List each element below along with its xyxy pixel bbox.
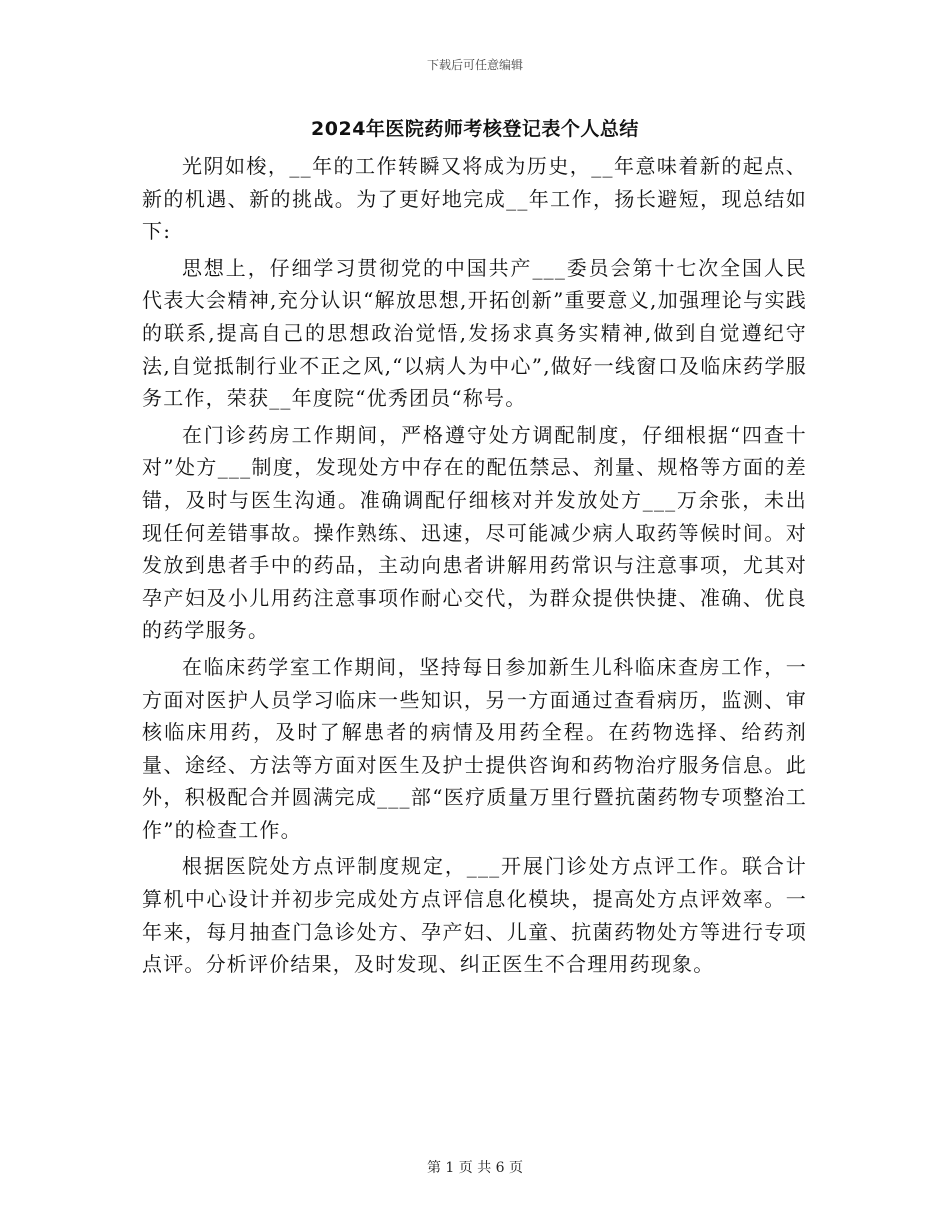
paragraph-2: 思想上，仔细学习贯彻党的中国共产___委员会第十七次全国人民代表大会精神,充分认识“解放思想,开拓创新”重要意义,加强理论与实践的联系,提高自己的思想政治觉悟,发扬求真务实精神,做到自觉遵纪守法,自觉抵制行业不正之风,“以病人为中心”,做好一线窗口及临床药学服务工作，荣获__年度院“优秀团员“称号。 (142, 255, 807, 411)
paragraph-3: 在门诊药房工作期间，严格遵守处方调配制度，仔细根据“四查十对”处方___制度，发现处方中存在的配伍禁忌、剂量、规格等方面的差错，及时与医生沟通。准确调配仔细核对并发放处方___万余张，未出现任何差错事故。操作熟练、迅速，尽可能减少病人取药等候时间。对发放到患者手中的药品，主动向患者讲解用药常识与注意事项，尤其对孕产妇及小儿用药注意事项作耐心交代，为群众提供快捷、准确、优良的药学服务。 (142, 422, 807, 643)
paragraph-1: 光阴如梭，__年的工作转瞬又将成为历史，__年意味着新的起点、新的机遇、新的挑战。为了更好地完成__年工作，扬长避短，现总结如下: (142, 154, 807, 244)
header-note: 下载后可任意编辑 (426, 58, 523, 72)
paragraph-5: 根据医院处方点评制度规定，___开展门诊处方点评工作。联合计算机中心设计并初步完成处方点评信息化模块，提高处方点评效率。一年来，每月抽查门急诊处方、孕产妇、儿童、抗菌药物处方等进行专项点评。分析评价结果，及时发现、纠正医生不合理用药现象。 (142, 854, 807, 977)
page-indicator: 第 1 页 共 6 页 (426, 1160, 524, 1176)
paragraph-4: 在临床药学室工作期间，坚持每日参加新生儿科临床查房工作，一方面对医护人员学习临床一些知识，另一方面通过查看病历，监测、审核临床用药，及时了解患者的病情及用药全程。在药物选择、给药剂量、途经、方法等方面对医生及护士提供咨询和药物治疗服务信息。此外，积极配合并圆满完成___部“医疗质量万里行暨抗菌药物专项整治工作”的检查工作。 (142, 654, 807, 842)
document-body (142, 150, 807, 985)
document-title: 2024年医院药师考核登记表个人总结 (311, 118, 639, 140)
